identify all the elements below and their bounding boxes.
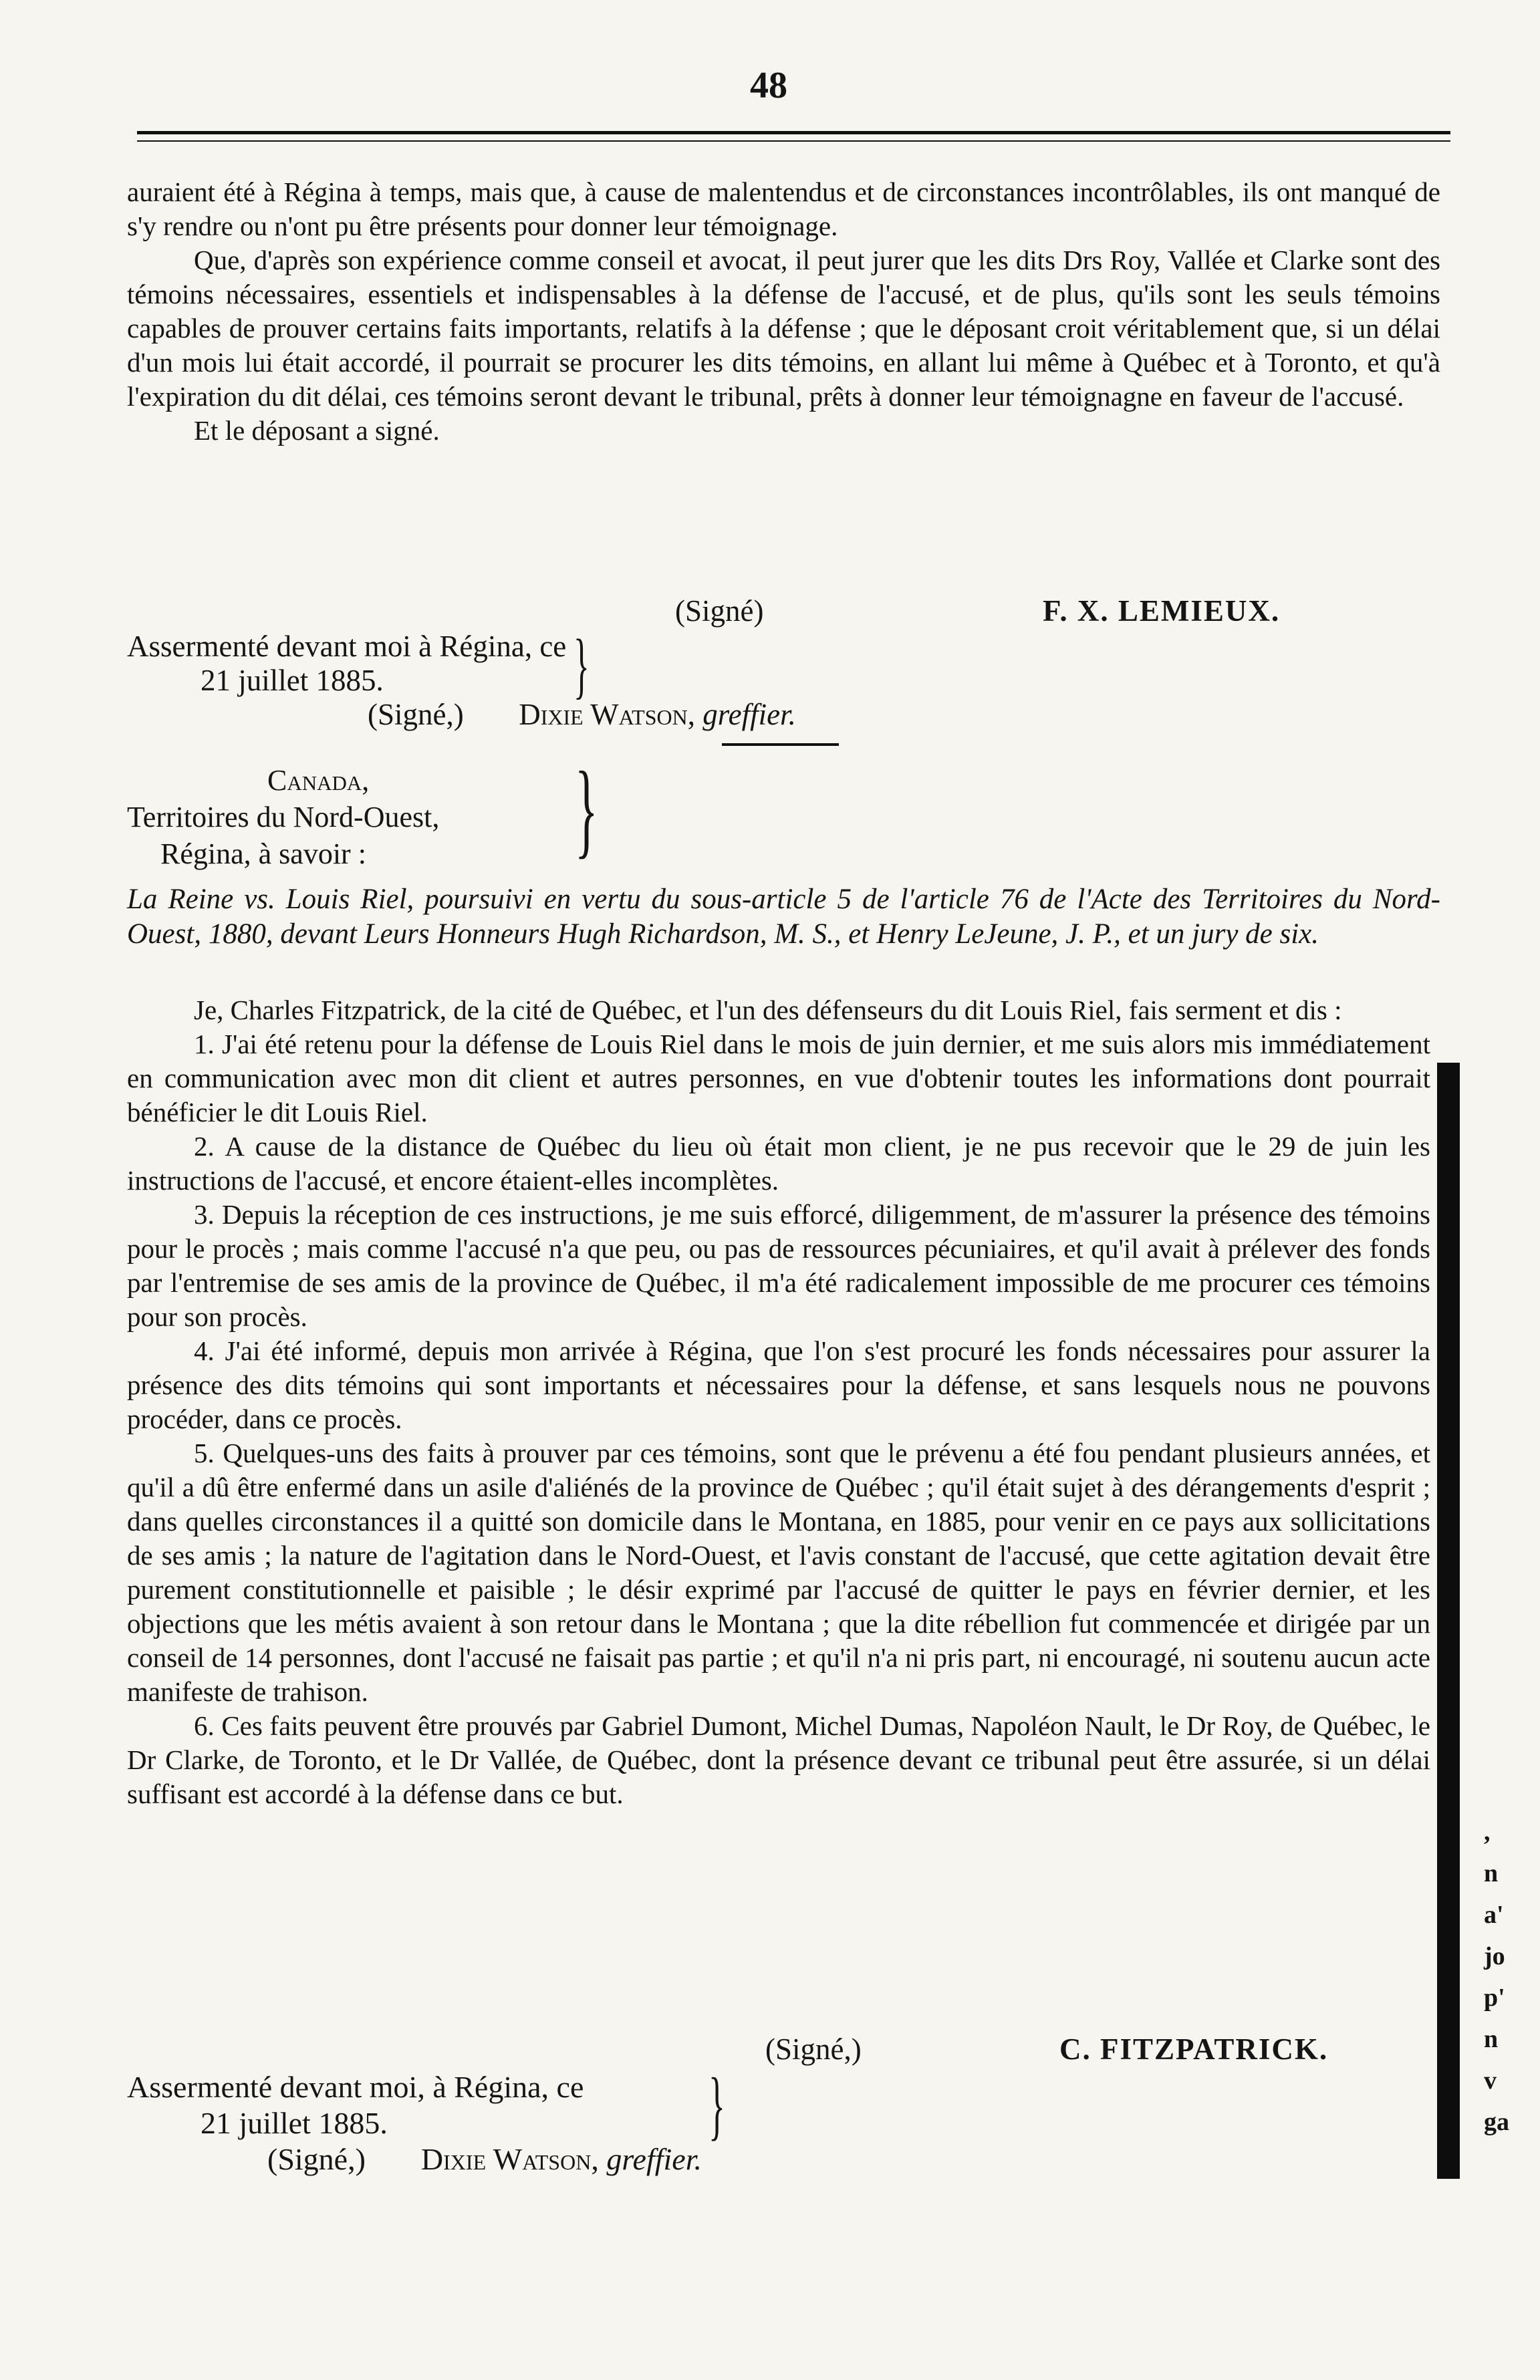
paragraph: 4. J'ai été informé, depuis mon arrivée à Régina, que l'on s'est procuré les fonds nécessaires pour assurer la présence des dits témoins qui sont importants et nécessaires pour la défense, et sans lesquels nous ne pouvons procéder, dans ce procès. — [127, 1335, 1430, 1434]
margin-fragment: p' — [1484, 1984, 1505, 2012]
venue-territory: Territoires du Nord-Ouest, — [127, 801, 440, 833]
brace: } — [575, 749, 598, 868]
venue-country: Canada, — [267, 764, 370, 797]
margin-fragment: ga — [1484, 2108, 1509, 2136]
affidavit-fitzpatrick-body — [127, 993, 1430, 1811]
clerk-line — [127, 2141, 702, 2177]
margin-fragment: n — [1484, 1859, 1499, 1887]
paragraph: 1. J'ai été retenu pour la défense de Louis Riel dans le mois de juin dernier, et me suis alors mis immédiatement en communication avec mon dit client et autres personnes, en vue d'obtenir toutes les informations dont pourrait bénéficier le dit Louis Riel. — [127, 1029, 1430, 1128]
margin-fragment: v — [1484, 2067, 1497, 2095]
sworn-line: Assermenté devant moi à Régina, ce — [127, 630, 567, 663]
venue-block — [127, 762, 439, 872]
margin-fragment: n — [1484, 2025, 1499, 2053]
header-rule — [137, 131, 1450, 134]
brace: } — [573, 624, 590, 706]
paragraph: auraient été à Régina à temps, mais que, à cause de malentendus et de circonstances incontrôlables, ils ont manqué de s'y rendre ou n'ont pu être présents pour donner leur témoignage. — [127, 176, 1440, 241]
sworn-statement — [127, 630, 796, 732]
margin-fragment: jo — [1484, 1942, 1505, 1970]
section-divider — [722, 743, 839, 746]
clerk-name: Dixie Watson, — [519, 698, 695, 731]
sworn-date: 21 juillet 1885. — [201, 2106, 388, 2140]
clerk-signed: (Signé,) — [368, 698, 464, 731]
signed-mark: (Signé,) — [765, 2032, 862, 2066]
paragraph: 2. A cause de la distance de Québec du lieu où était mon client, je ne pus recevoir que le 29 de juin les instructions de l'accusé, et encore étaient-elles incomplètes. — [127, 1131, 1430, 1196]
paragraph: 3. Depuis la réception de ces instructions, je me suis efforcé, diligemment, de m'assurer la présence des témoins pour le procès ; mais comme l'accusé n'a que peu, ou pas de ressources pécuniaires, et qu'il avait à prélever des fonds par l'entremise de ses amis de la province de Québec, il m'a été radicalement impossible de me procurer ces témoins pour son procès. — [127, 1199, 1430, 1332]
header-rule-thin — [137, 140, 1450, 142]
signatory-name: F. X. LEMIEUX. — [1043, 594, 1281, 628]
case-title: La Reine vs. Louis Riel, poursuivi en vertu du sous-article 5 de l'article 76 de l'Acte des Territoires du Nord-Ouest, 1880, devant Leurs Honneurs Hugh Richardson, M. S., et Henry LeJeune, J. P., et un jury de six. — [127, 884, 1440, 950]
venue-city: Régina, à savoir : — [160, 837, 366, 870]
paragraph: Et le déposant a signé. — [194, 415, 440, 446]
paragraph: Que, d'après son expérience comme conseil et avocat, il peut jurer que les dits Drs Roy, Vallée et Clarke sont des témoins nécessaires, essentiels et indispensables à la défense de l'accusé, et de plus, qu'ils sont les seuls témoins capables de prouver certains faits importants, relatifs à la défense ; que le déposant croit véritablement que, si un délai d'un mois lui était accordé, il pourrait se procurer les dits témoins, en allant lui même à Québec et à Toronto, et qu'à l'expiration du dit délai, ces témoins seront devant le tribunal, prêts à donner leur témoignagne en faveur de l'accusé. — [127, 245, 1440, 412]
margin-fragments — [1484, 1811, 1509, 2143]
paragraph: Je, Charles Fitzpatrick, de la cité de Québec, et l'un des défenseurs du dit Louis Riel, fais serment et dis : — [194, 995, 1342, 1025]
affidavit-lemieux-body — [127, 175, 1440, 448]
clerk-title: greffier. — [606, 2142, 702, 2176]
paragraph: 5. Quelques-uns des faits à prouver par ces témoins, sont que le prévenu a été fou pendant plusieurs années, et qu'il a dû être enfermé dans un asile d'aliénés de la province de Québec ; qu'il était sujet à des dérangements d'esprit ; dans quelles circonstances il a quitté son domicile dans le Montana, en 1885, pour venir en ce pays aux sollicitations de ses amis ; la nature de l'agitation dans le Nord-Ouest, et l'avis constant de l'accusé, que cette agitation devait être purement constitutionnelle et paisible ; le désir exprimé par l'accusé de quitter le pays en février dernier, et les objections que les métis avaient à son retour dans le Montana ; que la dite rébellion fut commencée et dirigée par un conseil de 14 personnes, dont l'accusé ne faisait pas partie ; et qu'il n'a ni pris part, ni encouragé, ni soutenu aucun acte manifeste de trahison. — [127, 1438, 1430, 1707]
clerk-title: greffier. — [702, 698, 796, 731]
page-number: 48 — [750, 65, 787, 106]
signatory-name: C. FITZPATRICK. — [1059, 2032, 1329, 2066]
paragraph: 6. Ces faits peuvent être prouvés par Gabriel Dumont, Michel Dumas, Napoléon Nault, le Dr Roy, de Québec, le Dr Clarke, de Toronto, et le Dr Vallée, de Québec, dont la présence devant ce tribunal peut être assurée, si un délai suffisant est accordé à la défense dans ce but. — [127, 1710, 1430, 1809]
sworn-statement — [127, 2069, 702, 2177]
brace: } — [709, 2063, 725, 2147]
sworn-date: 21 juillet 1885. — [201, 664, 384, 697]
clerk-name: Dixie Watson, — [420, 2142, 599, 2176]
margin-fragment: a' — [1484, 1901, 1504, 1929]
clerk-line — [127, 698, 796, 732]
clerk-signed: (Signé,) — [267, 2142, 366, 2176]
scan-margin-bar — [1437, 1063, 1460, 2179]
sworn-line: Assermenté devant moi, à Régina, ce — [127, 2070, 584, 2104]
margin-fragment: , — [1484, 1818, 1491, 1846]
signed-mark: (Signé) — [675, 594, 764, 628]
